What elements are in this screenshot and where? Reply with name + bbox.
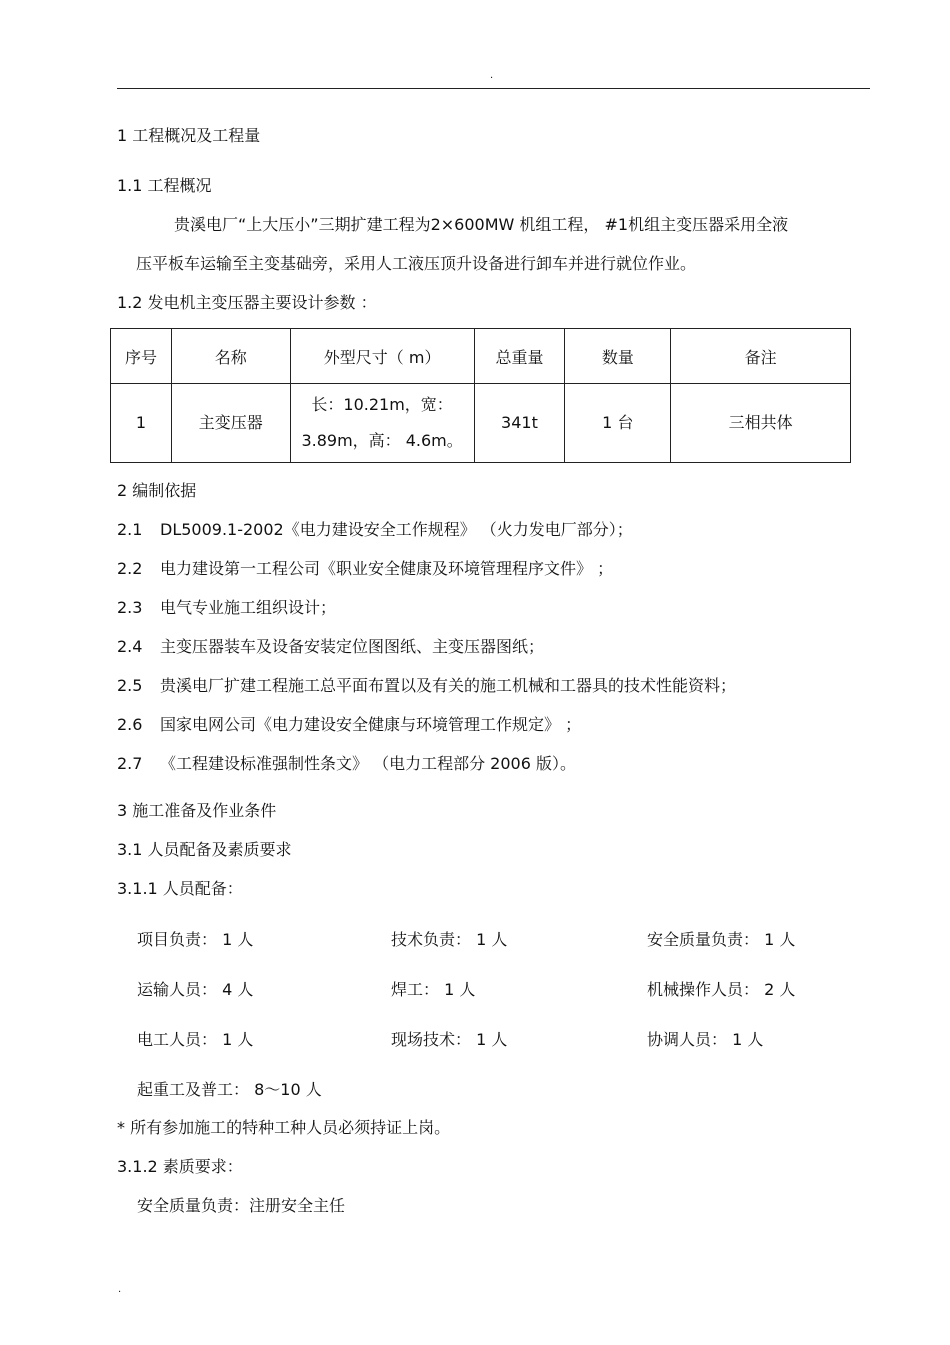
- basis-text: 贵溪电厂扩建工程施工总平面布置以及有关的施工机械和工器具的技术性能资料；: [160, 676, 737, 695]
- staff-item: 起重工及普工： 8～10 人: [137, 1080, 322, 1099]
- header-rule: [117, 88, 870, 89]
- overview-para-line2: 压平板车运输至主变基础旁，采用人工液压顶升设备进行卸车并进行就位作业。: [136, 254, 697, 273]
- section-3-1-title: 3.1 人员配备及素质要求: [117, 840, 292, 859]
- cell-note: 三相共体: [671, 384, 851, 463]
- basis-no: 2.4: [117, 637, 143, 656]
- basis-no: 2.2: [117, 559, 143, 578]
- header-name: 名称: [171, 329, 290, 384]
- staff-item: 焊工： 1 人: [391, 980, 476, 999]
- staff-item: 运输人员： 4 人: [137, 980, 254, 999]
- basis-text: 国家电网公司《电力建设安全健康与环境管理工作规定》 ；: [160, 715, 582, 734]
- section-3-title: 3 施工准备及作业条件: [117, 801, 277, 820]
- basis-text: 《工程建设标准强制性条文》 （电力工程部分 2006 版）。: [160, 754, 576, 773]
- section-1-2-title: 1.2 发电机主变压器主要设计参数 ：: [117, 293, 377, 312]
- section-3-1-2-title: 3.1.2 素质要求：: [117, 1157, 243, 1176]
- transformer-spec-table: [110, 328, 851, 463]
- basis-no: 2.3: [117, 598, 143, 617]
- overview-para-line1: 贵溪电厂“上大压小”三期扩建工程为2×600MW 机组工程， #1机组主变压器采用全液: [174, 215, 789, 234]
- staff-item: 项目负责： 1 人: [137, 930, 254, 949]
- basis-no: 2.1: [117, 520, 143, 539]
- quality-requirement: 安全质量负责：注册安全主任: [137, 1196, 346, 1215]
- basis-no: 2.7: [117, 754, 143, 773]
- cell-dimensions-line2: 3.89m，高： 4.6m。: [301, 431, 463, 450]
- cell-name: 主变压器: [171, 384, 290, 463]
- header-dot: .: [490, 70, 494, 81]
- staff-item: 电工人员： 1 人: [137, 1030, 254, 1049]
- staff-item: 机械操作人员： 2 人: [647, 980, 796, 999]
- cell-weight: 341t: [474, 384, 565, 463]
- certification-note: * 所有参加施工的特种工种人员必须持证上岗。: [117, 1118, 451, 1137]
- basis-text: DL5009.1-2002《电力建设安全工作规程》 （火力发电厂部分）；: [160, 520, 633, 539]
- staff-item: 现场技术： 1 人: [391, 1030, 508, 1049]
- basis-text: 电力建设第一工程公司《职业安全健康及环境管理程序文件》 ；: [160, 559, 614, 578]
- header-note: 备注: [671, 329, 851, 384]
- footer-dot: .: [118, 1284, 122, 1295]
- basis-text: 主变压器装车及设备安装定位图图纸、主变压器图纸；: [160, 637, 545, 656]
- staff-item: 安全质量负责： 1 人: [647, 930, 796, 949]
- table-row: [111, 384, 851, 463]
- section-1-title: 1 工程概况及工程量: [117, 126, 261, 145]
- cell-quantity: 1 台: [565, 384, 671, 463]
- header-quantity: 数量: [565, 329, 671, 384]
- staff-item: 技术负责： 1 人: [391, 930, 508, 949]
- basis-no: 2.6: [117, 715, 143, 734]
- basis-text: 电气专业施工组织设计；: [160, 598, 337, 617]
- header-dimensions: 外型尺寸（ m）: [290, 329, 474, 384]
- section-2-title: 2 编制依据: [117, 481, 197, 500]
- header-no: 序号: [111, 329, 172, 384]
- cell-dimensions: [290, 384, 474, 463]
- section-1-1-title: 1.1 工程概况: [117, 176, 212, 195]
- cell-no: 1: [111, 384, 172, 463]
- header-weight: 总重量: [474, 329, 565, 384]
- table-header-row: [111, 329, 851, 384]
- basis-no: 2.5: [117, 676, 143, 695]
- staff-item: 协调人员： 1 人: [647, 1030, 764, 1049]
- section-3-1-1-title: 3.1.1 人员配备：: [117, 879, 243, 898]
- cell-dimensions-line1: 长：10.21m，宽：: [311, 395, 453, 414]
